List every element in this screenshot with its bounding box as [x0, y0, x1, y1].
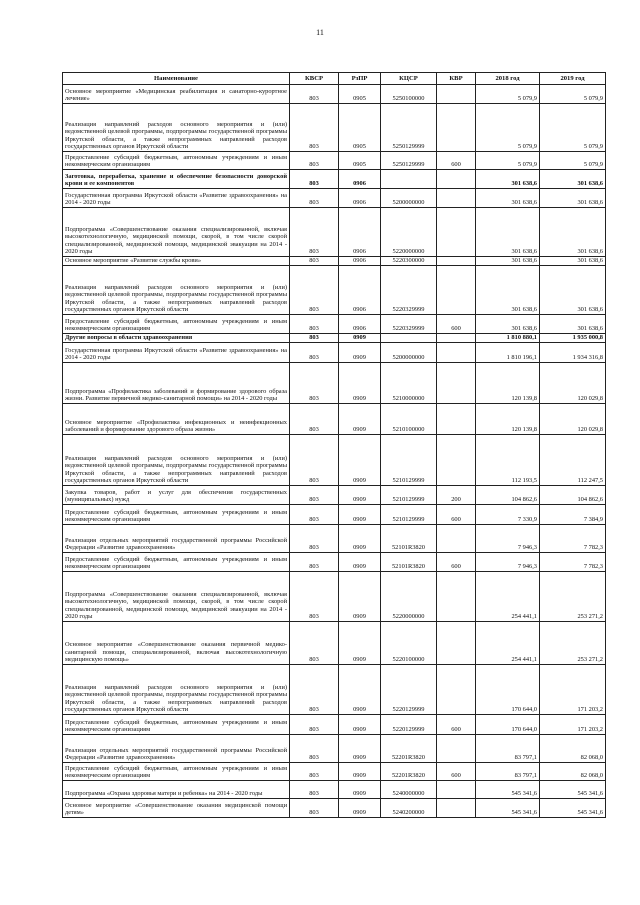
table-row — [63, 735, 606, 763]
amount-2019-cell: 301 638,6 — [540, 257, 606, 266]
kcsr-cell: 5210100000 — [381, 404, 437, 435]
amount-2019-cell: 545 341,6 — [540, 781, 606, 799]
kvsr-cell: 803 — [290, 343, 339, 363]
amount-2019-cell: 301 638,6 — [540, 266, 606, 315]
kvsr-cell: 803 — [290, 435, 339, 486]
amount-2018-cell: 7 946,3 — [476, 553, 540, 572]
table-row — [63, 404, 606, 435]
kvr-cell — [437, 266, 476, 315]
amount-2019-cell: 301 638,6 — [540, 315, 606, 334]
kcsr-cell: 5240000000 — [381, 781, 437, 799]
amount-2019-cell: 1 935 000,8 — [540, 334, 606, 343]
name-cell: Реализация направлений расходов основного мероприятия и (или) ведомственной целевой программы, подпрограммы государственной программы Иркутской области, а также непрограммных направлений расходов государственных органов Иркутской области — [63, 266, 290, 315]
rzpr-cell: 0909 — [339, 334, 381, 343]
kvr-cell — [437, 104, 476, 152]
amount-2019-cell: 104 862,6 — [540, 486, 606, 505]
amount-2018-cell: 1 810 196,1 — [476, 343, 540, 363]
rzpr-cell: 0909 — [339, 343, 381, 363]
kvsr-cell: 803 — [290, 363, 339, 404]
amount-2018-cell: 301 638,6 — [476, 266, 540, 315]
kvsr-cell: 803 — [290, 622, 339, 665]
rzpr-cell: 0906 — [339, 266, 381, 315]
rzpr-cell: 0909 — [339, 486, 381, 505]
table-row — [63, 763, 606, 781]
kcsr-cell: 5250129999 — [381, 104, 437, 152]
amount-2018-cell: 1 810 880,1 — [476, 334, 540, 343]
rzpr-cell: 0909 — [339, 781, 381, 799]
amount-2018-cell: 301 638,6 — [476, 315, 540, 334]
kvsr-cell: 803 — [290, 799, 339, 818]
kvsr-cell: 803 — [290, 505, 339, 525]
amount-2018-cell: 7 330,9 — [476, 505, 540, 525]
table-row — [63, 208, 606, 257]
budget-table — [62, 72, 606, 818]
amount-2018-cell: 120 139,8 — [476, 404, 540, 435]
table-row — [63, 665, 606, 715]
name-cell: Подпрограмма «Совершенствование оказания специализированной, включая высокотехнологичную, медицинской помощи, скорой, в том числе скорой специализированной, медицинской помощи, медицинской эвакуации на 2014 - 2020 годы — [63, 208, 290, 257]
header-2018: 2018 год — [476, 73, 540, 85]
amount-2019-cell: 545 341,6 — [540, 799, 606, 818]
kvr-cell — [437, 363, 476, 404]
table-row — [63, 85, 606, 104]
amount-2018-cell: 301 638,6 — [476, 208, 540, 257]
name-cell: Закупка товаров, работ и услуг для обеспечения государственных (муниципальных) нужд — [63, 486, 290, 505]
kvr-cell — [437, 735, 476, 763]
kvsr-cell: 803 — [290, 334, 339, 343]
rzpr-cell: 0906 — [339, 257, 381, 266]
amount-2019-cell: 7 782,3 — [540, 553, 606, 572]
rzpr-cell: 0909 — [339, 665, 381, 715]
kcsr-cell: 52101R3820 — [381, 525, 437, 553]
amount-2018-cell: 545 341,6 — [476, 781, 540, 799]
rzpr-cell: 0909 — [339, 799, 381, 818]
rzpr-cell: 0909 — [339, 572, 381, 622]
rzpr-cell: 0909 — [339, 404, 381, 435]
amount-2019-cell: 253 271,2 — [540, 572, 606, 622]
kcsr-cell — [381, 334, 437, 343]
name-cell: Реализация отдельных мероприятий государственной программы Российской Федерации «Развитие здравоохранения» — [63, 735, 290, 763]
table-row — [63, 266, 606, 315]
rzpr-cell: 0909 — [339, 763, 381, 781]
kvsr-cell: 803 — [290, 525, 339, 553]
amount-2018-cell: 170 644,0 — [476, 715, 540, 735]
name-cell: Предоставление субсидий бюджетным, автономным учреждениям и иным некоммерческим организациям — [63, 315, 290, 334]
kcsr-cell: 5200000000 — [381, 189, 437, 208]
amount-2019-cell: 112 247,5 — [540, 435, 606, 486]
amount-2019-cell: 120 029,8 — [540, 363, 606, 404]
amount-2019-cell: 1 934 316,8 — [540, 343, 606, 363]
name-cell: Основное мероприятие «Совершенствование оказания первичной медико-санитарной помощи, специализированной, включая высокотехнологичную медицинскую помощь» — [63, 622, 290, 665]
rzpr-cell: 0909 — [339, 715, 381, 735]
kcsr-cell: 5220329999 — [381, 266, 437, 315]
kvr-cell — [437, 334, 476, 343]
header-kcsr: КЦСР — [381, 73, 437, 85]
amount-2018-cell: 5 079,9 — [476, 85, 540, 104]
amount-2018-cell: 301 638,6 — [476, 170, 540, 189]
kvr-cell: 600 — [437, 152, 476, 170]
kvr-cell — [437, 170, 476, 189]
kcsr-cell: 5220100000 — [381, 622, 437, 665]
kcsr-cell: 5220300000 — [381, 257, 437, 266]
kcsr-cell: 5210129999 — [381, 486, 437, 505]
kvr-cell: 600 — [437, 505, 476, 525]
kcsr-cell: 5220129999 — [381, 665, 437, 715]
amount-2019-cell: 5 079,9 — [540, 85, 606, 104]
amount-2019-cell: 82 068,0 — [540, 763, 606, 781]
name-cell: Предоставление субсидий бюджетным, автономным учреждениям и иным некоммерческим организациям — [63, 763, 290, 781]
kvsr-cell: 803 — [290, 315, 339, 334]
amount-2019-cell: 171 203,2 — [540, 715, 606, 735]
amount-2019-cell: 301 638,6 — [540, 170, 606, 189]
amount-2019-cell: 301 638,6 — [540, 189, 606, 208]
kcsr-cell: 5220000000 — [381, 572, 437, 622]
table-row — [63, 505, 606, 525]
amount-2019-cell: 7 384,9 — [540, 505, 606, 525]
amount-2018-cell: 5 079,9 — [476, 104, 540, 152]
rzpr-cell: 0909 — [339, 553, 381, 572]
amount-2018-cell: 545 341,6 — [476, 799, 540, 818]
amount-2019-cell: 301 638,6 — [540, 208, 606, 257]
name-cell: Основное мероприятие «Совершенствование оказания медицинской помощи детям» — [63, 799, 290, 818]
name-cell: Государственная программа Иркутской области «Развитие здравоохранения» на 2014 - 2020 годы — [63, 189, 290, 208]
amount-2018-cell: 254 441,1 — [476, 572, 540, 622]
rzpr-cell: 0909 — [339, 735, 381, 763]
kvr-cell: 600 — [437, 763, 476, 781]
amount-2019-cell: 5 079,9 — [540, 104, 606, 152]
kvr-cell — [437, 665, 476, 715]
table-row — [63, 781, 606, 799]
rzpr-cell: 0909 — [339, 622, 381, 665]
name-cell: Подпрограмма «Профилактика заболеваний и формирование здорового образа жизни. Развитие первичной медико-санитарной помощи» на 2014 - 2020 годы — [63, 363, 290, 404]
kvsr-cell: 803 — [290, 266, 339, 315]
header-name: Наименование — [63, 73, 290, 85]
kvsr-cell: 803 — [290, 553, 339, 572]
amount-2018-cell: 5 079,9 — [476, 152, 540, 170]
kvr-cell — [437, 622, 476, 665]
kcsr-cell: 5210129999 — [381, 505, 437, 525]
header-2019: 2019 год — [540, 73, 606, 85]
name-cell: Реализация направлений расходов основного мероприятия и (или) ведомственной целевой программы, подпрограммы государственной программы Иркутской области, а также непрограммных направлений расходов государственных органов Иркутской области — [63, 435, 290, 486]
table-row — [63, 553, 606, 572]
name-cell: Государственная программа Иркутской области «Развитие здравоохранения» на 2014 - 2020 годы — [63, 343, 290, 363]
header-kvr: КВР — [437, 73, 476, 85]
amount-2018-cell: 120 139,8 — [476, 363, 540, 404]
header-rzpr: РзПР — [339, 73, 381, 85]
amount-2018-cell: 83 797,1 — [476, 763, 540, 781]
name-cell: Предоставление субсидий бюджетным, автономным учреждениям и иным некоммерческим организациям — [63, 505, 290, 525]
rzpr-cell: 0906 — [339, 189, 381, 208]
name-cell: Другие вопросы в области здравоохранения — [63, 334, 290, 343]
kcsr-cell: 52201R3820 — [381, 763, 437, 781]
kvr-cell — [437, 525, 476, 553]
kvsr-cell: 803 — [290, 735, 339, 763]
table-row — [63, 343, 606, 363]
kvsr-cell: 803 — [290, 715, 339, 735]
table-row — [63, 315, 606, 334]
kvr-cell — [437, 85, 476, 104]
amount-2019-cell: 120 029,8 — [540, 404, 606, 435]
kvr-cell: 600 — [437, 553, 476, 572]
rzpr-cell: 0909 — [339, 525, 381, 553]
name-cell: Реализация отдельных мероприятий государственной программы Российской Федерации «Развитие здравоохранения» — [63, 525, 290, 553]
kvsr-cell: 803 — [290, 781, 339, 799]
table-row — [63, 104, 606, 152]
kvr-cell — [437, 435, 476, 486]
name-cell: Реализация направлений расходов основного мероприятия и (или) ведомственной целевой программы, подпрограммы государственной программы Иркутской области, а также непрограммных направлений расходов государственных органов Иркутской области — [63, 665, 290, 715]
table-row — [63, 363, 606, 404]
kvr-cell — [437, 343, 476, 363]
rzpr-cell: 0905 — [339, 85, 381, 104]
name-cell: Основное мероприятие «Профилактика инфекционных и неинфекционных заболеваний и формирование здорового образа жизни» — [63, 404, 290, 435]
amount-2018-cell: 83 797,1 — [476, 735, 540, 763]
table-row — [63, 525, 606, 553]
name-cell: Подпрограмма «Охрана здоровья матери и ребенка» на 2014 - 2020 годы — [63, 781, 290, 799]
kcsr-cell: 52101R3820 — [381, 553, 437, 572]
rzpr-cell: 0906 — [339, 315, 381, 334]
kvsr-cell: 803 — [290, 404, 339, 435]
name-cell: Предоставление субсидий бюджетным, автономным учреждениям и иным некоммерческим организациям — [63, 152, 290, 170]
kvr-cell — [437, 257, 476, 266]
table-row — [63, 152, 606, 170]
rzpr-cell: 0905 — [339, 152, 381, 170]
kvsr-cell: 803 — [290, 170, 339, 189]
amount-2018-cell: 104 862,6 — [476, 486, 540, 505]
kvsr-cell: 803 — [290, 104, 339, 152]
amount-2019-cell: 253 271,2 — [540, 622, 606, 665]
amount-2018-cell: 301 638,6 — [476, 257, 540, 266]
amount-2018-cell: 254 441,1 — [476, 622, 540, 665]
kvr-cell: 600 — [437, 715, 476, 735]
name-cell: Основное мероприятие «Развитие службы крови» — [63, 257, 290, 266]
table-row — [63, 334, 606, 343]
name-cell: Заготовка, переработка, хранение и обеспечение безопасности донорской крови и ее компонентов — [63, 170, 290, 189]
kcsr-cell: 5210000000 — [381, 363, 437, 404]
kvr-cell — [437, 404, 476, 435]
kcsr-cell: 5250129999 — [381, 152, 437, 170]
kvsr-cell: 803 — [290, 189, 339, 208]
name-cell: Предоставление субсидий бюджетным, автономным учреждениям и иным некоммерческим организациям — [63, 553, 290, 572]
kvr-cell — [437, 781, 476, 799]
rzpr-cell: 0909 — [339, 363, 381, 404]
amount-2019-cell: 5 079,9 — [540, 152, 606, 170]
kvsr-cell: 803 — [290, 152, 339, 170]
amount-2019-cell: 7 782,3 — [540, 525, 606, 553]
table-row — [63, 799, 606, 818]
amount-2018-cell: 170 644,0 — [476, 665, 540, 715]
page-number: 11 — [316, 28, 324, 37]
name-cell: Основное мероприятие «Медицинская реабилитация и санаторно-курортное лечение» — [63, 85, 290, 104]
table-row — [63, 435, 606, 486]
table-body — [63, 85, 606, 818]
rzpr-cell: 0909 — [339, 505, 381, 525]
rzpr-cell: 0906 — [339, 170, 381, 189]
table-row — [63, 486, 606, 505]
kcsr-cell: 52201R3820 — [381, 735, 437, 763]
name-cell: Подпрограмма «Совершенствование оказания специализированной, включая высокотехнологичную, медицинской помощи, скорой, в том числе скорой специализированной, медицинской помощи, медицинской эвакуации на 2014 - 2020 годы — [63, 572, 290, 622]
table-row — [63, 572, 606, 622]
table-row — [63, 257, 606, 266]
kvr-cell — [437, 189, 476, 208]
amount-2019-cell: 82 068,0 — [540, 735, 606, 763]
kvsr-cell: 803 — [290, 665, 339, 715]
rzpr-cell: 0905 — [339, 104, 381, 152]
kvr-cell — [437, 208, 476, 257]
kcsr-cell: 5250100000 — [381, 85, 437, 104]
kcsr-cell: 5200000000 — [381, 343, 437, 363]
name-cell: Реализация направлений расходов основного мероприятия и (или) ведомственной целевой программы, подпрограммы государственной программы Иркутской области, а также непрограммных направлений расходов государственных органов Иркутской области — [63, 104, 290, 152]
name-cell: Предоставление субсидий бюджетным, автономным учреждениям и иным некоммерческим организациям — [63, 715, 290, 735]
kvr-cell: 200 — [437, 486, 476, 505]
kvsr-cell: 803 — [290, 85, 339, 104]
amount-2018-cell: 7 946,3 — [476, 525, 540, 553]
kvr-cell — [437, 799, 476, 818]
kvsr-cell: 803 — [290, 763, 339, 781]
kvsr-cell: 803 — [290, 572, 339, 622]
kcsr-cell: 5220329999 — [381, 315, 437, 334]
amount-2018-cell: 112 193,5 — [476, 435, 540, 486]
header-kvsr: КВСР — [290, 73, 339, 85]
kvsr-cell: 803 — [290, 208, 339, 257]
table-row — [63, 715, 606, 735]
kvr-cell — [437, 572, 476, 622]
kcsr-cell: 5210129999 — [381, 435, 437, 486]
kcsr-cell — [381, 170, 437, 189]
table-row — [63, 189, 606, 208]
kcsr-cell: 5240200000 — [381, 799, 437, 818]
amount-2019-cell: 171 203,2 — [540, 665, 606, 715]
kvsr-cell: 803 — [290, 257, 339, 266]
kvsr-cell: 803 — [290, 486, 339, 505]
kvr-cell: 600 — [437, 315, 476, 334]
rzpr-cell: 0909 — [339, 435, 381, 486]
amount-2018-cell: 301 638,6 — [476, 189, 540, 208]
table-row — [63, 622, 606, 665]
table-row — [63, 170, 606, 189]
table-header-row — [63, 73, 606, 85]
kcsr-cell: 5220000000 — [381, 208, 437, 257]
kcsr-cell: 5220129999 — [381, 715, 437, 735]
rzpr-cell: 0906 — [339, 208, 381, 257]
